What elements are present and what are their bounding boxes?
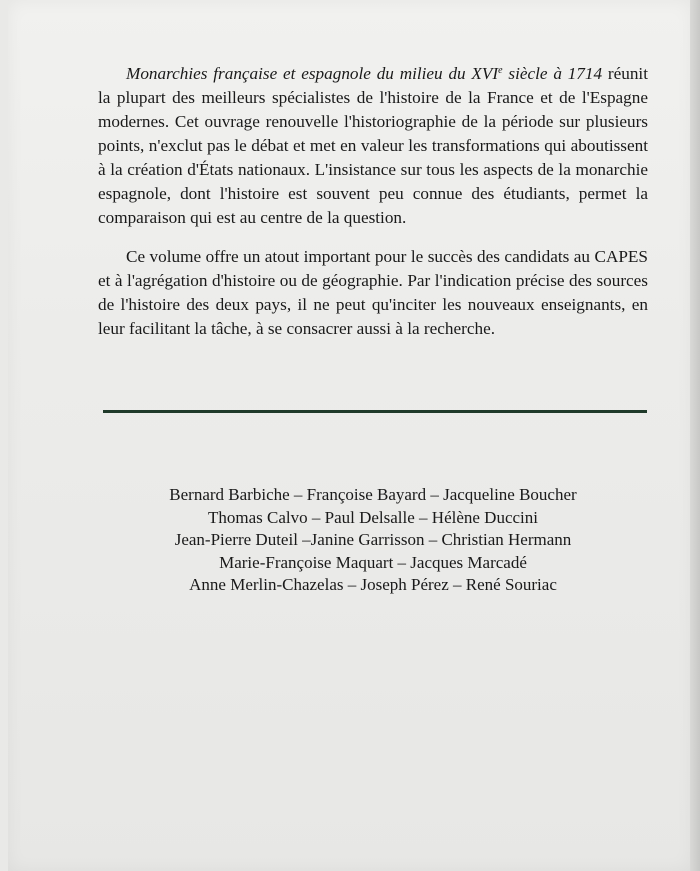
cover-blurb bbox=[98, 62, 648, 341]
separator-rule bbox=[103, 410, 647, 413]
blurb-paragraph-1-text: réunit la plupart des meilleurs spécialistes de l'histoire de la France et de l'Espagne modernes. Cet ouvrage renouvelle l'historiographie de la période sur plusieurs points, n'exclut pas le débat et met en valeur les transformations qui aboutissent à la création d'États nationaux. L'insistance sur tous les aspects de la monarchie espagnole, dont l'histoire est souvent peu connue des étudiants, permet la comparaison qui est au centre de la question. bbox=[98, 64, 648, 227]
book-title bbox=[126, 64, 602, 83]
blurb-paragraph-2: Ce volume offre un atout important pour le succès des candidats au CAPES et à l'agrégation d'histoire ou de géographie. Par l'indication précise des sources de l'histoire des deux pays, il ne peut qu'inciter les nouveaux enseignants, en leur facilitant la tâche, à se consacrer aussi à la recherche. bbox=[98, 247, 648, 338]
book-title-part-1: Monarchies française et espagnole du milieu du XVI bbox=[126, 64, 499, 83]
author-line: Marie-Françoise Maquart – Jacques Marcadé bbox=[219, 552, 527, 572]
author-line: Thomas Calvo – Paul Delsalle – Hélène Duccini bbox=[208, 507, 538, 527]
blurb-paragraph-1 bbox=[98, 62, 648, 230]
book-title-part-2: siècle à 1714 bbox=[502, 64, 603, 83]
century-superscript: e bbox=[498, 65, 503, 76]
book-edge bbox=[690, 0, 700, 871]
author-line: Jean-Pierre Duteil –Janine Garrisson – Christian Hermann bbox=[174, 530, 572, 549]
author-line: Bernard Barbiche – Françoise Bayard – Jacqueline Boucher bbox=[169, 485, 577, 504]
author-list bbox=[98, 484, 648, 597]
back-cover bbox=[8, 0, 692, 871]
author-line: Anne Merlin-Chazelas – Joseph Pérez – René Souriac bbox=[189, 575, 557, 594]
